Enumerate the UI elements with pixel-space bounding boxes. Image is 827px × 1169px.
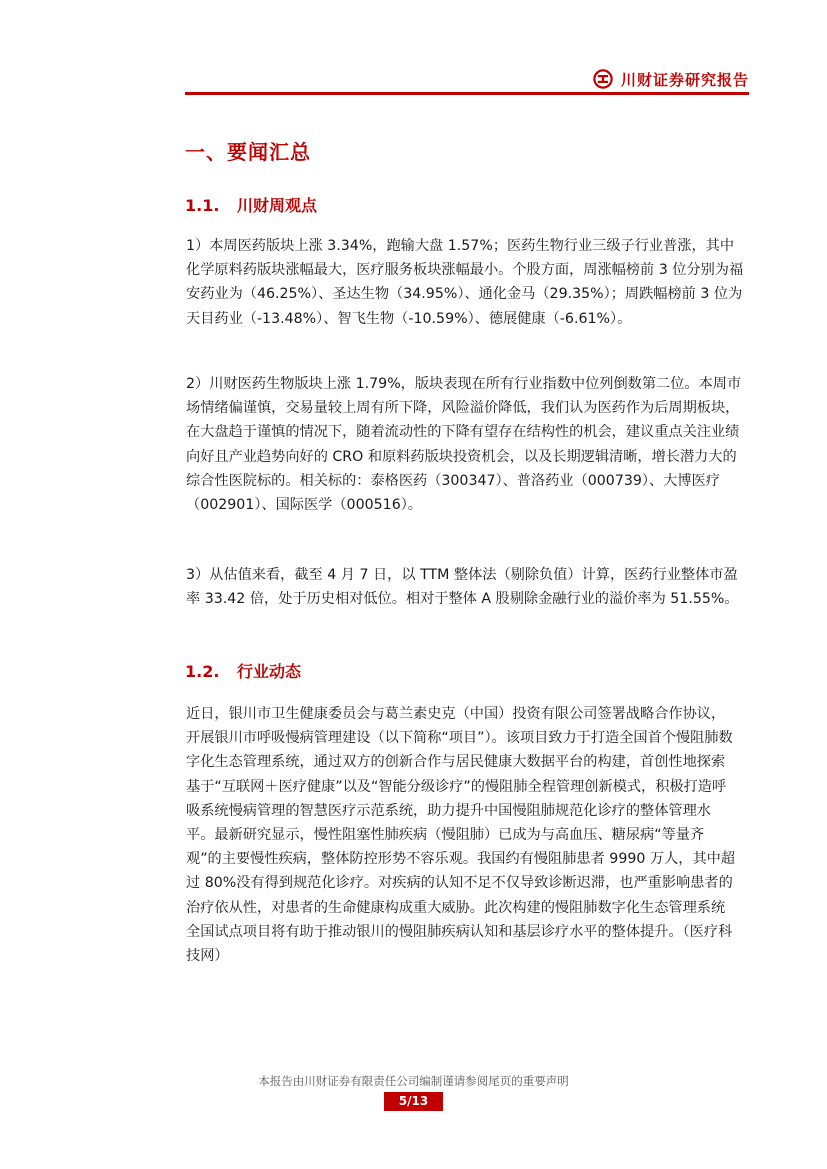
header-rule <box>185 92 749 95</box>
footer-disclaimer: 本报告由川财证券有限责任公司编制谨请参阅尾页的重要声明 <box>258 1074 569 1088</box>
circle-logo-icon <box>593 69 613 89</box>
brand-name: 川财证券研究报告 <box>620 70 749 89</box>
brand <box>593 68 749 90</box>
subsection-title: 川财周观点 <box>237 196 318 215</box>
subsection-heading-1-2 <box>185 659 301 682</box>
paragraph-sector-view: 2）川财医药生物版块上涨 1.79%，版块表现在所有行业指数中位列倒数第二位。本周市场情绪偏谨慎，交易量较上周有所下降，风险溢价降低，我们认为医药作为后周期板块，在大盘趋于谨慎的情况下，随着流动性的下降有望存在结构性的机会，建议重点关注业绩向好且产业趋势向好的 CRO 和原料药版块投资机会，以及长期逻辑清晰，增长潜力大的综合性医院标的。相关标的：泰格医药（300347）、普洛药业（000739）、大博医疗（002901）、国际医学（000516）。 <box>186 376 742 514</box>
page-header <box>185 66 749 96</box>
paragraph-valuation: 3）从估值来看，截至 4 月 7 日，以 TTM 整体法（剔除负值）计算，医药行业整体市盈率 33.42 倍，处于历史相对低位。相对于整体 A 股剔除金融行业的溢价率为 51.55%。 <box>186 567 739 608</box>
subsection-heading-1-1 <box>185 193 317 216</box>
page-number-badge: 5/13 <box>384 1092 443 1111</box>
subsection-title: 行业动态 <box>237 662 302 681</box>
subsection-number: 1.2. <box>185 662 220 681</box>
section-title: 一、要闻汇总 <box>185 140 311 164</box>
paragraph-weekly-performance: 1）本周医药版块上涨 3.34%，跑输大盘 1.57%；医药生物行业三级子行业普涨，其中化学原料药版块涨幅最大，医疗服务板块涨幅最小。个股方面，周涨幅榜前 3 位分别为福安药业为（46.25%）、圣达生物（34.95%）、通化金马（29.35%）；周跌幅榜前 3 位为天目药业（-13.48%）、智飞生物（-10.59%）、德展健康（-6.61%）。 <box>186 238 744 327</box>
subsection-number: 1.1. <box>185 196 220 215</box>
paragraph-industry-news: 近日，银川市卫生健康委员会与葛兰素史克（中国）投资有限公司签署战略合作协议，开展银川市呼吸慢病管理建设（以下简称“项目”）。该项目致力于打造全国首个慢阻肺数字化生态管理系统，通过双方的创新合作与居民健康大数据平台的构建，首创性地探索基于“互联网＋医疗健康”以及“智能分级诊疗”的慢阻肺全程管理创新模式，积极打造呼吸系统慢病管理的智慧医疗示范系统，助力提升中国慢阻肺规范化诊疗的整体管理水平。最新研究显示，慢性阻塞性肺疾病（慢阻肺）已成为与高血压、糖尿病“等量齐观”的主要慢性疾病，整体防控形势不容乐观。我国约有慢阻肺患者 9990 万人，其中超过 80%没有得到规范化诊疗。对疾病的认知不足不仅导致诊断迟滞，也严重影响患者的治疗依从性，对患者的生命健康构成重大威胁。此次构建的慢阻肺数字化生态管理系统全国试点项目将有助于推动银川的慢阻肺疾病认知和基层诊疗水平的整体提升。（医疗科技网） <box>186 706 736 965</box>
